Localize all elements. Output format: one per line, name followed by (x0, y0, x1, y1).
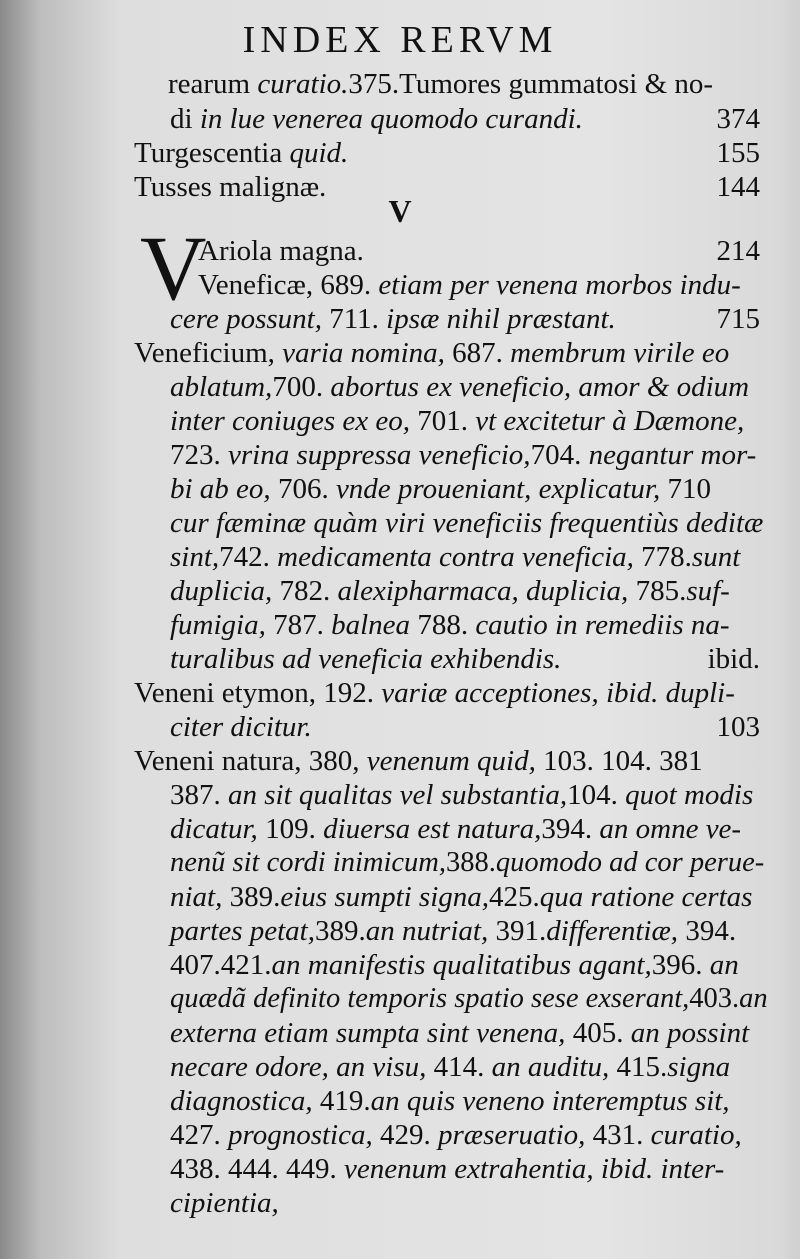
entry-text: an nutriat, (365, 915, 489, 947)
entry-text: cautio in remediis na- (475, 609, 730, 641)
index-line (170, 845, 764, 881)
index-line (170, 607, 730, 643)
page-reference: 144 (716, 171, 760, 203)
entry-text: 782. (272, 575, 338, 607)
entry-text: duplicia, (170, 575, 273, 607)
index-line (170, 101, 583, 137)
entry-text: 389. (315, 915, 366, 947)
entry-text: venenum extrahentia, ibid. inter- (344, 1153, 725, 1185)
entry-text: 414. (426, 1051, 492, 1083)
index-line (134, 169, 326, 205)
entry-text: di (170, 103, 200, 135)
index-line (170, 437, 756, 473)
index-line (134, 135, 348, 171)
entry-text: an (709, 949, 739, 981)
entry-text: vnde proueniant, explicatur, (335, 473, 661, 505)
entry-text: Veneni etymon, 192. (134, 677, 382, 709)
index-line (170, 641, 561, 677)
entry-text: an sit qualitas vel substantia, (228, 779, 568, 811)
entry-text: differentiæ, (546, 915, 679, 947)
entry-text: Veneficium, (134, 337, 283, 369)
entry-text: turalibus ad veneficia exhibendis. (170, 643, 562, 675)
entry-text: quædã definito temporis spatio sese exserant, (170, 983, 690, 1014)
entry-text: quid. (289, 137, 349, 169)
entry-text: variæ acceptiones, ibid. dupli- (381, 677, 735, 709)
entry-text: etiam per venena morbos indu- (378, 269, 741, 301)
entry-text: 700. (272, 371, 331, 403)
entry-text: quomodo ad cor perue- (495, 847, 765, 878)
section-letter: V (388, 193, 412, 229)
index-line (170, 811, 741, 847)
entry-text: fumigia, (170, 609, 266, 641)
entry-text: diuersa est natura, (323, 813, 542, 845)
index-line (134, 743, 703, 779)
entry-text: 431. (585, 1119, 651, 1151)
index-line (170, 777, 753, 813)
entry-text: ablatum, (170, 371, 273, 403)
entry-text: prognostica, (228, 1119, 373, 1151)
entry-text: cipientia, (170, 1187, 279, 1219)
entry-text: 415. (609, 1051, 668, 1083)
entry-text: an (739, 983, 768, 1014)
entry-text: præseruatio, (437, 1119, 586, 1151)
entry-text: sunt (691, 541, 741, 573)
entry-text: 403. (689, 983, 740, 1014)
entry-text: abortus ex veneficio, amor & odium (330, 371, 750, 403)
index-line (170, 947, 739, 983)
entry-text: 687. (444, 337, 511, 369)
entry-text: 387. (170, 779, 228, 811)
index-line (170, 539, 740, 575)
entry-text: negantur mor- (588, 439, 757, 471)
index-line (170, 403, 744, 439)
entry-text: Ariola magna. (198, 235, 364, 267)
entry-text: 706. (270, 473, 336, 505)
entry-text: 104. (567, 779, 626, 811)
index-line (170, 573, 730, 609)
entry-text: varia nomina, (282, 337, 445, 369)
entry-text: 704. (530, 439, 589, 471)
entry-text: nenũ sit cordi inimicum, (170, 847, 446, 878)
entry-text: vt excitetur à Dæmone, (475, 405, 745, 437)
entry-text: ipsæ nihil præstant. (386, 303, 616, 335)
entry-text: 405. (565, 1017, 631, 1049)
index-line (170, 1117, 742, 1153)
entry-text: 109. (257, 813, 324, 845)
index-line (170, 1049, 730, 1085)
page-reference: 214 (716, 235, 760, 267)
page-reference: 103 (716, 711, 760, 743)
entry-text: venenum quid, (366, 745, 536, 777)
entry-text: bi ab eo, (170, 473, 271, 505)
entry-text: externa etiam sumpta sint venena, (170, 1017, 566, 1049)
index-line (170, 913, 736, 949)
entry-text: quot modis (625, 779, 754, 811)
index-line (170, 505, 763, 541)
index-line (170, 981, 768, 1017)
entry-text: dicatur, (170, 813, 258, 845)
entry-text: 394. (541, 813, 600, 845)
entry-text: curatio, (650, 1119, 742, 1151)
entry-text: Veneficæ, 689. (198, 269, 379, 301)
entry-text: sint, (170, 541, 220, 573)
index-line (170, 1015, 749, 1051)
entry-text: 723. (170, 439, 228, 471)
index-line (170, 301, 616, 337)
entry-text: 419. (312, 1085, 371, 1117)
entry-text: 425. (489, 881, 540, 913)
entry-text: 407.421. (170, 949, 272, 981)
entry-text: 787. (265, 609, 332, 641)
entry-text: 427. (170, 1119, 228, 1151)
entry-text: 778. (633, 541, 692, 573)
entry-text: curatio. (257, 68, 349, 100)
entry-text: inter coniuges ex eo, (170, 405, 410, 437)
entry-text: an quis veneno interemptus sit, (370, 1085, 730, 1117)
entry-text: an manifestis qualitatibus agant, (271, 949, 652, 981)
entry-text: eius sumpti signa, (280, 881, 490, 913)
entry-text: alexipharmaca, duplicia, (337, 575, 629, 607)
entry-text: citer dicitur. (170, 711, 312, 743)
index-line (170, 369, 749, 405)
entry-text: 785. (628, 575, 687, 607)
entry-text: balnea (331, 609, 411, 641)
index-line (168, 66, 713, 102)
entry-text: 701. (409, 405, 476, 437)
entry-text: cur fæminæ quàm viri veneficiis frequentiùs deditæ (170, 507, 764, 539)
entry-text: diagnostica, (170, 1085, 313, 1117)
entry-text: 711. (321, 303, 387, 335)
entry-text: 103. 104. 381 (535, 745, 703, 777)
entry-text: signa (667, 1051, 731, 1083)
page-reference: 374 (716, 103, 760, 135)
entry-text: 388. (446, 847, 496, 878)
entry-text: rearum (168, 68, 258, 100)
index-line (170, 471, 711, 507)
drop-capital: V (140, 217, 207, 319)
entry-text: membrum virile eo (510, 337, 730, 369)
entry-text: 394. (678, 915, 737, 947)
index-line (198, 233, 364, 269)
index-line (170, 1083, 730, 1119)
page-heading: INDEX RERVM (242, 19, 558, 61)
entry-text: cere possunt, (170, 303, 322, 335)
page-reference: ibid. (707, 643, 760, 675)
index-line (134, 675, 735, 711)
entry-text: vrina suppressa veneficio, (228, 439, 531, 471)
entry-text: qua ratione certas (539, 881, 753, 913)
entry-text: 391. (488, 915, 547, 947)
entry-text: 710 (660, 473, 711, 505)
entry-text: necare odore, an visu, (170, 1051, 427, 1083)
index-line (170, 709, 312, 745)
entry-text: medicamenta contra veneficia, (277, 541, 634, 573)
entry-text: Turgescentia (134, 137, 290, 169)
entry-text: Veneni natura, 380, (134, 745, 367, 777)
entry-text: an auditu, (491, 1051, 610, 1083)
entry-text: an omne ve- (599, 813, 742, 845)
entry-text: 429. (372, 1119, 438, 1151)
entry-text: 375.Tumores gummatosi & no- (348, 68, 714, 100)
entry-text: 788. (410, 609, 476, 641)
entry-text: an possint (630, 1017, 750, 1049)
page-reference: 715 (716, 303, 760, 335)
entry-text: partes petat, (170, 915, 315, 947)
index-line (170, 879, 752, 915)
index-line (170, 1151, 724, 1187)
entry-text: 396. (651, 949, 710, 981)
entry-text: 438. 444. 449. (170, 1153, 344, 1185)
entry-text: niat, (170, 881, 223, 913)
entry-text: 742. (219, 541, 278, 573)
page-reference: 155 (716, 137, 760, 169)
entry-text: Tusses malignæ. (134, 171, 327, 203)
index-line (134, 335, 729, 371)
index-line (170, 1185, 279, 1221)
entry-text: in lue venerea quomodo curandi. (199, 103, 583, 135)
entry-text: 389. (222, 881, 281, 913)
entry-text: suf- (686, 575, 730, 607)
index-line (198, 267, 741, 303)
